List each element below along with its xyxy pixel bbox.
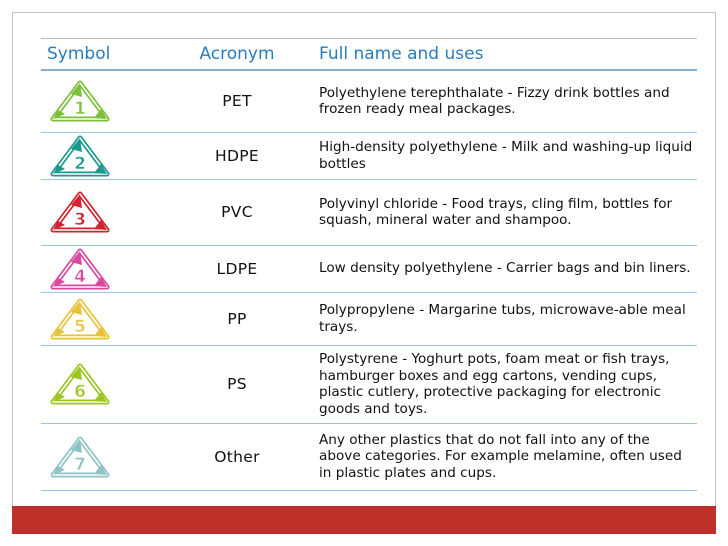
acronym-cell: PS bbox=[161, 345, 313, 423]
header-symbol: Symbol bbox=[41, 39, 161, 71]
table-row bbox=[41, 345, 697, 423]
table-row bbox=[41, 132, 697, 179]
symbol-cell bbox=[41, 179, 161, 245]
table-row bbox=[41, 179, 697, 245]
description-cell: Low density polyethylene - Carrier bags and bin liners. bbox=[313, 245, 697, 292]
recycling-symbol-icon bbox=[49, 135, 111, 177]
table-row bbox=[41, 423, 697, 490]
recycling-symbol-icon bbox=[49, 191, 111, 233]
acronym-cell: PVC bbox=[161, 179, 313, 245]
recycling-symbol-icon bbox=[49, 298, 111, 340]
table-row bbox=[41, 292, 697, 345]
symbol-cell bbox=[41, 70, 161, 132]
description-cell: Polypropylene - Margarine tubs, microwave-able meal trays. bbox=[313, 292, 697, 345]
recycling-symbol-icon bbox=[49, 436, 111, 478]
resin-code-number: 3 bbox=[74, 210, 86, 230]
acronym-cell: HDPE bbox=[161, 132, 313, 179]
acronym-cell: Other bbox=[161, 423, 313, 490]
symbol-cell bbox=[41, 423, 161, 490]
description-cell: High-density polyethylene - Milk and washing-up liquid bottles bbox=[313, 132, 697, 179]
acronym-cell: LDPE bbox=[161, 245, 313, 292]
recycling-symbol-icon bbox=[49, 80, 111, 122]
symbol-cell bbox=[41, 132, 161, 179]
footer-bar bbox=[12, 506, 716, 534]
description-cell: Polystyrene - Yoghurt pots, foam meat or fish trays, hamburger boxes and egg cartons, vending cups, plastic cutlery, protective packaging for electronic goods and toys. bbox=[313, 345, 697, 423]
symbol-cell bbox=[41, 292, 161, 345]
resin-code-number: 1 bbox=[74, 99, 86, 120]
table-row bbox=[41, 70, 697, 132]
acronym-cell: PP bbox=[161, 292, 313, 345]
description-cell: Any other plastics that do not fall into any of the above categories. For example melamine, often used in plastic plates and cups. bbox=[313, 423, 697, 490]
acronym-cell: PET bbox=[161, 70, 313, 132]
table-row bbox=[41, 245, 697, 292]
symbol-cell bbox=[41, 245, 161, 292]
resin-code-number: 7 bbox=[74, 454, 86, 475]
recycling-symbol-icon bbox=[49, 248, 111, 290]
plastics-table bbox=[41, 38, 697, 491]
resin-code-number: 4 bbox=[74, 266, 86, 287]
header-full-name: Full name and uses bbox=[313, 39, 697, 71]
resin-code-number: 2 bbox=[74, 153, 86, 174]
header-acronym: Acronym bbox=[161, 39, 313, 71]
symbol-cell bbox=[41, 345, 161, 423]
table-header-row bbox=[41, 39, 697, 71]
description-cell: Polyethylene terephthalate - Fizzy drink bottles and frozen ready meal packages. bbox=[313, 70, 697, 132]
description-cell: Polyvinyl chloride - Food trays, cling film, bottles for squash, mineral water and shampoo. bbox=[313, 179, 697, 245]
resin-code-number: 6 bbox=[74, 382, 86, 402]
resin-code-number: 5 bbox=[74, 316, 86, 337]
recycling-symbol-icon bbox=[49, 363, 111, 405]
